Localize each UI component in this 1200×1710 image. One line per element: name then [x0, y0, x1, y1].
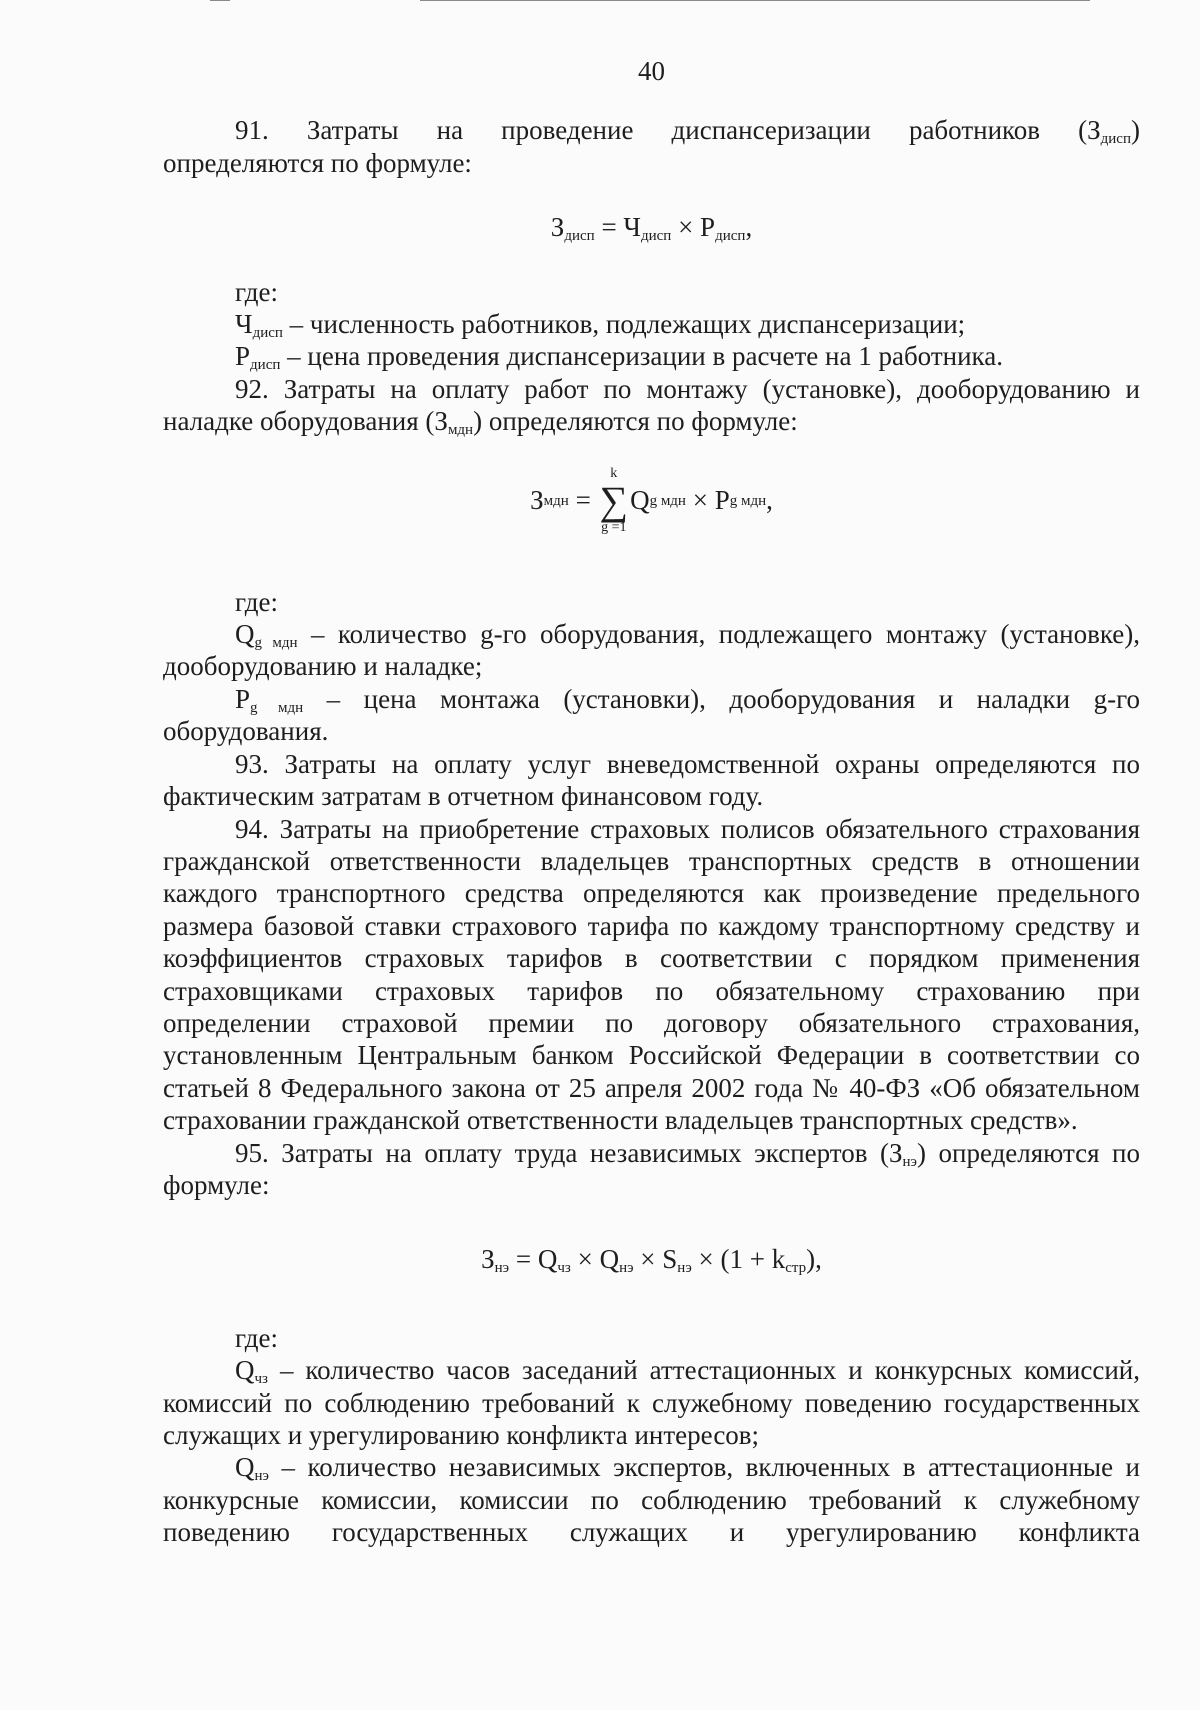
formula-symbol: × (1 + k	[691, 1244, 786, 1275]
summation-upper-limit: k	[610, 465, 618, 481]
definition-qchz	[163, 1354, 1140, 1451]
paragraph-text: ) определяются по формуле:	[163, 1137, 1141, 1200]
formula-symbol: ),	[806, 1244, 822, 1275]
subscript: чз	[557, 1260, 571, 1277]
definition-qne	[163, 1451, 1140, 1548]
subscript: нэ	[902, 1153, 917, 1170]
definition-symbol: P	[235, 683, 251, 714]
formula-symbol: = Q	[509, 1244, 558, 1275]
paragraph-91	[163, 114, 1140, 146]
formula-symbol: З	[550, 212, 565, 243]
subscript: g мдн	[250, 699, 304, 716]
paragraph-95	[163, 1137, 1140, 1202]
formula-dispanserization	[163, 211, 1140, 243]
definition-chdisp	[163, 308, 1140, 340]
definition-symbol: Ч	[235, 309, 253, 340]
scan-top-edge-line	[420, 0, 1090, 1]
formula-symbol: × S	[633, 1244, 678, 1275]
definition-symbol: Q	[235, 1355, 255, 1386]
definition-qgmdn	[163, 618, 1140, 683]
subscript: дисп	[640, 228, 672, 245]
paragraph-text: 95. Затраты на оплату труда независимых экспертов (З	[235, 1137, 903, 1168]
paragraph-text: 91. Затраты на проведение диспансеризации работников (З	[235, 115, 1101, 146]
definition-pgmdn	[163, 683, 1140, 748]
formula-symbol: ,	[766, 485, 773, 516]
definition-text: – численность работников, подлежащих диспансеризации;	[282, 309, 966, 340]
definition-text: – количество часов заседаний аттестационных и конкурсных комиссий, комиссий по соблюдению требований к служебному поведению государственных служащих и урегулированию конфликта интересов;	[163, 1355, 1140, 1450]
subscript: дисп	[715, 228, 746, 245]
subscript: мдн	[447, 422, 474, 439]
summation-lower-limit: g =1	[601, 519, 627, 535]
subscript: чз	[254, 1371, 268, 1388]
paragraph-94: 94. Затраты на приобретение страховых полисов обязательного страхования гражданской ответственности владельцев транспортных средств в отношении каждого транспортного средства определяются как произведение предельного размера базовой ставки страхового тарифа по каждому транспортному средству и коэффициентов страховых тарифов в соответствии с порядком применения страховщиками страховых тарифов по обязательному страхованию при определении страховой премии по договору обязательного страхования, установленным Центральным банком Российской Федерации в соответствии со статьей 8 Федерального закона от 25 апреля 2002 года № 40-ФЗ «Об обязательном страховании гражданской ответственности владельцев транспортных средств».	[163, 813, 1140, 1136]
where-label: где:	[235, 586, 278, 617]
page-number: 40	[638, 56, 665, 86]
definition-symbol: Q	[235, 1452, 255, 1483]
paragraph-91-line2: определяются по формуле:	[163, 147, 472, 178]
paragraph-text: 92. Затраты на оплату работ по монтажу (установке), дооборудованию и наладке оборудования (З	[163, 373, 1140, 437]
formula-symbol: = Ч	[594, 212, 641, 243]
formula-symbol: × P	[685, 485, 730, 516]
formula-mounting-sum: З мдн = k ∑ g =1 Q g мдн × P g мдн ,	[530, 465, 773, 535]
summation-sign	[600, 467, 629, 535]
paragraph-92	[163, 373, 1140, 438]
formula-symbol: =	[568, 485, 598, 516]
formula-symbol: × Р	[671, 212, 716, 243]
definition-text: – цена проведения диспансеризации в расчете на 1 работника.	[280, 341, 1003, 372]
definition-symbol: Q	[235, 619, 255, 650]
formula-symbol: × Q	[570, 1244, 620, 1275]
paragraph-93: 93. Затраты на оплату услуг вневедомственной охраны определяются по фактическим затратам в отчетном финансовом году.	[163, 748, 1140, 812]
subscript: дисп	[252, 325, 283, 342]
subscript: дисп	[564, 228, 595, 245]
where-label: где:	[235, 276, 278, 307]
definition-rdisp	[163, 340, 1140, 372]
subscript: нэ	[677, 1260, 692, 1277]
formula-symbol: ,	[745, 212, 753, 243]
subscript: g мдн	[254, 635, 298, 652]
definition-symbol: Р	[235, 341, 251, 372]
definition-text: – цена монтажа (установки), дооборудования и наладки g-го оборудования.	[163, 683, 1141, 747]
paragraph-text: ) определяются по формуле:	[473, 406, 798, 437]
subscript: дисп	[1100, 131, 1131, 148]
subscript: стр	[785, 1260, 807, 1277]
formula-symbol: З	[530, 485, 544, 516]
sigma-symbol: ∑	[599, 477, 629, 523]
subscript: нэ	[494, 1260, 510, 1277]
subscript: нэ	[254, 1468, 269, 1485]
definition-text: – количество независимых экспертов, включенных в аттестационные и конкурсные комиссии, комиссии по соблюдению требований к служебному поведению государственных служащих и урегулированию конфликта	[163, 1452, 1140, 1548]
formula-experts	[163, 1243, 1140, 1275]
formula-symbol: З	[481, 1244, 495, 1275]
document-page	[163, 55, 1140, 1549]
where-label: где:	[235, 1322, 278, 1353]
formula-symbol: Q	[630, 485, 650, 516]
subscript: нэ	[619, 1260, 634, 1277]
paragraph-text: )	[1131, 115, 1140, 146]
scan-top-edge-line	[210, 0, 230, 1]
subscript: дисп	[250, 357, 281, 374]
definition-text: – количество g-го оборудования, подлежащего монтажу (установке), дооборудованию и наладке;	[163, 619, 1140, 682]
